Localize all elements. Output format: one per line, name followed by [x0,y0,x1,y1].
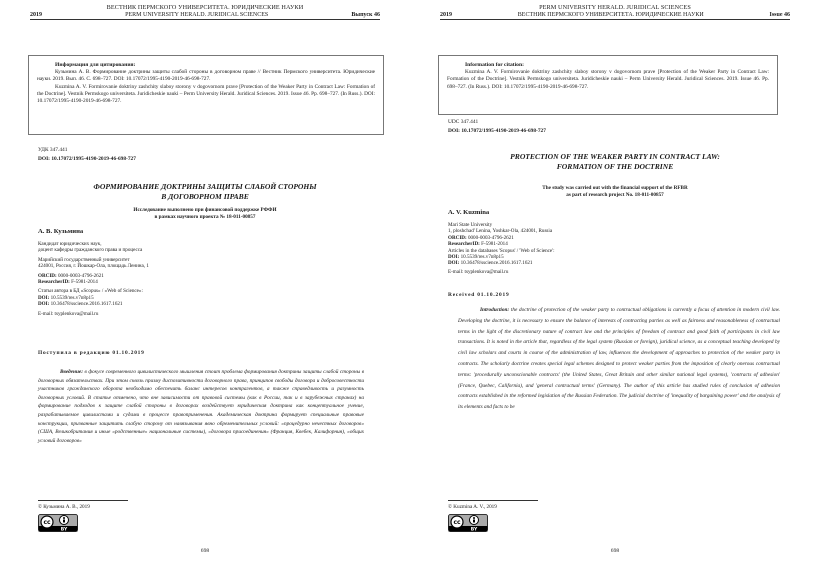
by-label: BY [470,527,478,532]
funding-note [30,207,380,220]
doi-1: DOI: 10.5539/res.v7n8p15 [38,294,94,301]
aff-line-2: 1, ploshchad' Lenina, Yoshkar-Ola, 424001, Russia [448,228,553,235]
researcher-id: ResearcherID: F-5981-2014 [38,279,98,286]
header-issue: Выпуск 46 [351,12,380,18]
citation-ru: Кузьмина А. В. Формирование доктрины защиты слабой стороны в договорном праве // Вестник Пермского университета. Юридические науки. 2019. Вып. 46. C. 698–727. DOI: 10.17072/1995-4190-2019-46-698-727. [37,69,375,83]
copyright: © Кузьмина А. В., 2019 [38,504,90,510]
running-header-row [30,12,380,20]
citation-en: Kuzmina A. V. Formirovanie doktriny zashchity slaboy storony v dogovornom prave [Protection of the Weaker Party in Contract Law: Formation of the Doctrine]. Vestnik Permskogo universiteta. Juridicheskie nauki – Perm University Herald. Juridical Sciences. 2019. Issue 46. Pp. 698–727. (In Russ.). DOI: 10.17072/1995-4190-2019-46-698-727. [37,83,375,105]
funding-line-2: в рамках научного проекта № 18-011-00857 [154,213,256,220]
orcid: ORCID: 0000-0003-4796-2621 [448,234,514,241]
cc-label: cc [43,519,51,527]
cc-label: cc [453,519,461,527]
page-right-english [410,0,820,580]
article-title [440,152,790,172]
citation-box [28,55,384,135]
author-email[interactable]: E-mail: tsyplenkova@mail.ru [38,310,99,317]
author-affiliation [448,222,555,275]
aff-line-4: 424001, Россия, г. Йошкар-Ола, площадь Ленина, 1 [38,263,149,270]
author-name: A. V. Kuzmina [448,209,490,216]
citation-title: Information for citation: [465,62,524,68]
page-number: 698 [200,548,210,554]
title-line-1: ФОРМИРОВАНИЕ ДОКТРИНЫ ЗАЩИТЫ СЛАБОЙ СТОРОНЫ [93,182,317,191]
abstract-lead: Introduction: [480,307,510,313]
article-title [30,182,380,202]
received-date: Поступила в редакцию 01.10.2019 [38,350,145,356]
title-line-1: PROTECTION OF THE WEAKER PARTY IN CONTRACT LAW: [510,152,720,161]
page-number: 698 [610,548,620,554]
doi-1: DOI: 10.5539/res.v7n8p15 [448,254,504,261]
funding-line-1: Исследование выполнено при финансовой поддержке РФФИ [133,207,277,213]
header-year: 2019 [30,12,42,18]
articles-label: Articles in the databases 'Scopus' / 'Web of Science': [448,247,555,254]
running-header-top: PERM UNIVERSITY HERALD. JURIDICAL SCIENCES [539,4,691,11]
abstract-lead: Введение: [60,369,84,375]
by-label: BY [60,527,68,532]
aff-line-1: Mari State University [448,222,493,228]
orcid: ORCID: 0000-0003-4796-2621 [38,272,104,279]
footnote-divider [448,500,538,501]
author-name: А. В. Кузьмина [38,228,84,235]
aff-line-2: доцент кафедры гражданского права и процесса [38,247,143,254]
abstract-body: the doctrine of protection of the weaker party to contractual obligations is currently a focus of attention in modern civil law. Developing the doctrine, it is necessary to ensure the balance of interests of contracting parties as well as fairness and reasonableness of contractual terms in the light of the discretionary nature of contract law and the principles of freedom of contract and good faith of participants in civil law transactions. It is noted in the article that, regardless of the legal system (Russian or foreign), juridical science, as a conceptual teaching developed by civil law scholars and courts in course of the administration of law, influences the development of approaches to protection of the weaker party in contracts. The scholarly doctrine creates special legal schemes designed to protect weaker parties from the imposition of clearly onerous contractual terms: 'procedurally unconscionable contracts' (the United States, Great Britain and other similar national legal systems), 'contracts of adhesion' (France, Quebec, California), and 'general contractual terms' (Germany). The author of this article has studied rules of conclusion of adhesion contracts established in the reformed legislation of the Russian Federation. The judicial doctrine of 'inequality of bargaining power' and the analysis of its elements and facts to be [458,307,780,411]
running-header-row [440,12,790,20]
header-center: ВЕСТНИК ПЕРМСКОГО УНИВЕРСИТЕТА. ЮРИДИЧЕСКИЕ НАУКИ [517,12,704,18]
citation-box [438,55,778,115]
researcher-id: ResearcherID: F-5981-2014 [448,241,508,248]
header-issue: Issue 46 [769,12,790,18]
citation-title: Информация для цитирования: [55,62,136,68]
funding-line-1: The study was carried out with the financial support of the RFBR [542,185,688,191]
header-center: PERM UNIVERSITY HERALD. JURIDICAL SCIENCES [125,12,269,18]
funding-line-2: as part of research project No. 18-011-00857 [566,191,664,198]
footnote-divider [38,500,128,501]
citation-en: Kuzmina A. V. Formirovanie doktriny zashchity slaboy storony v dogovornom prave [Protection of the Weaker Party in Contract Law: Formation of the Doctrine]. Vestnik Permskogo universiteta. Juridicheskie nauki – Perm University Herald. Juridical Sciences. 2019. Issue 46. Pp. 698–727. (In Russ.). DOI: 10.17072/1995-4190-2019-46-698-727. [447,69,769,90]
received-date: Received 01.10.2019 [448,292,510,298]
aff-line-3: Марийский государственный университет [38,256,130,263]
abstract-text [458,305,780,413]
copyright: © Kuzmina A. V., 2019 [448,504,497,510]
cc-by-license-icon [448,514,488,532]
cc-by-license-icon [38,514,78,532]
author-email[interactable]: E-mail: tsyplenkova@mail.ru [448,268,509,275]
running-header-top: ВЕСТНИК ПЕРМСКОГО УНИВЕРСИТЕТА. ЮРИДИЧЕСКИЕ НАУКИ [106,4,304,11]
articles-label: Статьи автора в БД «Scopus» / «Web of Science»: [38,288,143,295]
article-doi: DOI: 10.17072/1995-4190-2019-46-698-727 [448,128,546,134]
abstract-body: в фокусе современного цивилистического мышления стоит проблема формирования доктрины защиты слабой стороны в договорных обязательствах. При этом сквозь призму диспозитивности договорного права, принципов свободы договора и добросовестности участников гражданского оборота необходимо обеспечить баланс интересов контрагентов, а также справедливость и разумность договорных условий. В статье отмечено, что вне зависимости от правовой системы (как в России, так и в зарубежных странах) на формирование подходов к защите слабой стороны в договорах воздействует юридическая доктрина как концептуальное учение, разрабатываемое цивилистами и судами в процессе правоприменения. Академическая доктрина формирует специальные правовые конструкции, призванные защитить слабую сторону от навязывания явно обременительных условий: «процедурно нечестных договоров» (США, Великобритания и иные «родственные» национальные системы), «договора присоединения» (Франция, Квебек, Калифорния), «общих условий договоров» [38,369,364,444]
aff-line-1: Кандидат юридических наук, [38,241,102,247]
doi-2: DOI: 10.36478/sscience.2016.1617.1621 [448,260,533,267]
abstract-text [38,368,364,445]
article-doi: DOI: 10.17072/1995-4190-2019-46-698-727 [38,156,136,162]
header-year: 2019 [440,12,452,18]
title-line-2: В ДОГОВОРНОМ ПРАВЕ [161,192,249,201]
udc: UDC 347.441 [448,119,479,125]
udc: УДК 347.441 [38,147,68,153]
author-affiliation [38,241,149,317]
title-line-2: FORMATION OF THE DOCTRINE [556,162,674,171]
funding-note [440,185,790,198]
doi-2: DOI: 10.36478/sscience.2016.1617.1621 [38,301,123,308]
